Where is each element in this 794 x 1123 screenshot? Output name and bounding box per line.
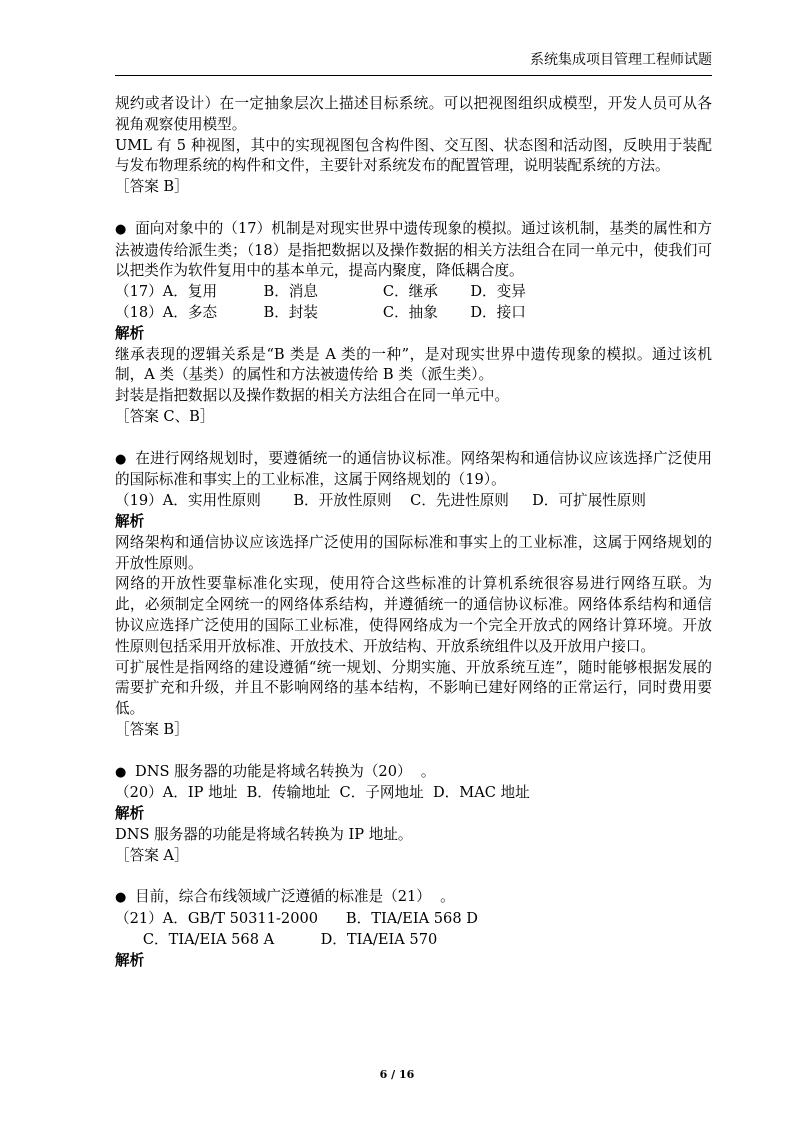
bullet-icon: ● bbox=[115, 221, 127, 237]
bullet-icon: ● bbox=[115, 890, 127, 906]
analysis-19-1: 网络架构和通信协议应该选择广泛使用的国际标准和事实上的工业标准，这属于网络规划的开放性原则。 bbox=[115, 533, 712, 572]
options-19: （19）A．实用性原则 B．开放性原则 C．先进性原则 D．可扩展性原则 bbox=[115, 492, 646, 510]
page-number: 6 / 16 bbox=[379, 1068, 415, 1081]
analysis-19-3: 可扩展性是指网络的建设遵循“统一规划、分期实施、开放系统互连”，随时能够根据发展的需要扩充和升级，并且不影响网络的基本结构，不影响已建好网络的正常运行，同时费用要低。 bbox=[115, 658, 712, 718]
analysis-19-2: 网络的开放性要靠标准化实现，使用符合这些标准的计算机系统很容易进行网络互联。为此，必须制定全网统一的网络体系结构，并遵循统一的通信协议标准。网络体系结构和通信协议应选择广泛使用的国际工业标准，使得网络成为一个完全开放式的网络计算环境。开放性原则包括采用开放标准、开放技术、开放结构、开放系统组件以及开放用户接口。 bbox=[115, 575, 712, 655]
analysis-label: 解析 bbox=[115, 512, 145, 530]
question-21-stem: 目前，综合布线领域广泛遵循的标准是（21） 。 bbox=[135, 888, 455, 906]
analysis-17-18-1: 继承表现的逻辑关系是“B 类是 A 类的一种”，是对现实世界中遗传现象的模拟。通过该机制，A 类（基类）的属性和方法被遗传给 B 类（派生类）。 bbox=[115, 345, 712, 384]
answer-17-18: ［答案 C、B］ bbox=[115, 407, 215, 425]
question-17-18 bbox=[115, 219, 712, 282]
analysis-20-1: DNS 服务器的功能是将域名转换为 IP 地址。 bbox=[115, 825, 413, 843]
intro-paragraph-1: 规约或者设计）在一定抽象层次上描述目标系统。可以把视图组织成模型，开发人员可从各视角观察使用模型。 bbox=[115, 95, 712, 133]
analysis-label: 解析 bbox=[115, 951, 145, 969]
options-21-line-2: C．TIA/EIA 568 A D．TIA/EIA 570 bbox=[115, 930, 438, 948]
question-21 bbox=[115, 887, 712, 909]
options-17: （17）A．复用 B．消息 C．继承 D．变异 bbox=[115, 283, 526, 301]
question-19-stem: 在进行网络规划时，要遵循统一的通信协议标准。网络架构和通信协议应该选择广泛使用的国际标准和事实上的工业标准，这属于网络规划的（19）。 bbox=[115, 449, 712, 489]
intro-paragraph-2: UML 有 5 种视图，其中的实现视图包含构件图、交互图、状态图和活动图，反映用于装配与发布物理系统的构件和文件，主要针对系统发布的配置管理，说明装配系统的方法。 bbox=[115, 136, 712, 175]
question-20-stem: DNS 服务器的功能是将域名转换为（20） 。 bbox=[135, 762, 436, 780]
analysis-17-18-2: 封装是指把数据以及操作数据的相关方法组合在同一单元中。 bbox=[115, 387, 510, 405]
question-20 bbox=[115, 762, 712, 784]
page-header bbox=[115, 49, 712, 76]
analysis-label: 解析 bbox=[115, 805, 145, 823]
options-18: （18）A．多态 B．封装 C．抽象 D．接口 bbox=[115, 303, 526, 321]
bullet-icon: ● bbox=[115, 451, 127, 467]
question-19 bbox=[115, 449, 712, 492]
answer-19: ［答案 B］ bbox=[115, 720, 189, 738]
options-21-line-1: （21）A．GB/T 50311-2000 B．TIA/EIA 568 D bbox=[115, 910, 478, 928]
analysis-label: 解析 bbox=[115, 324, 145, 342]
intro-answer: ［答案 B］ bbox=[115, 178, 189, 196]
bullet-icon: ● bbox=[115, 764, 127, 780]
options-20: （20）A．IP 地址 B．传输地址 C．子网地址 D．MAC 地址 bbox=[115, 784, 530, 802]
document-body bbox=[115, 94, 712, 971]
answer-20: ［答案 A］ bbox=[115, 846, 189, 864]
header-title: 系统集成项目管理工程师试题 bbox=[530, 52, 712, 68]
question-17-18-stem: 面向对象中的（17）机制是对现实世界中遗传现象的模拟。通过该机制，基类的属性和方法被遗传给派生类；（18）是指把数据以及操作数据的相关方法组合在同一单元中，使我们可以把类作为软件复用中的基本单元，提高内聚度，降低耦合度。 bbox=[115, 219, 712, 280]
